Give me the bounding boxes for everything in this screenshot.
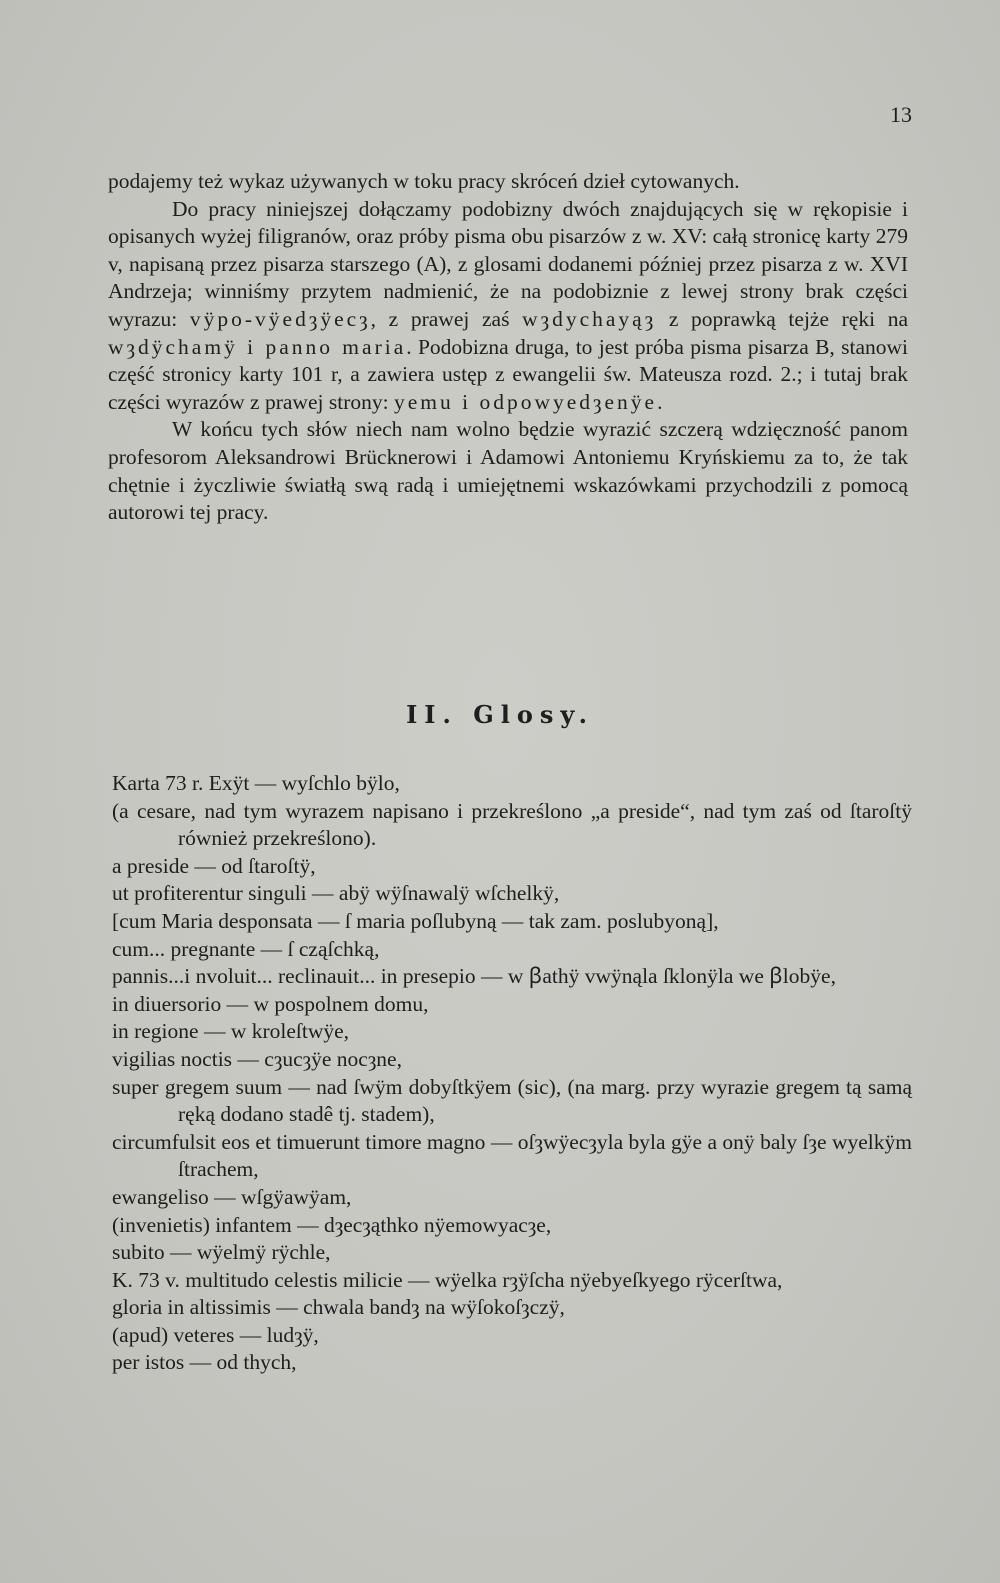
gloss-entry: pannis...i nvoluit... reclinauit... in presepio — w ꞵathÿ vwÿnąla ſklonÿla we ꞵlobÿe,	[112, 964, 836, 989]
paragraph-2	[108, 196, 908, 417]
quoted-word-4: yemu i odpowyedȝenÿe.	[393, 389, 666, 414]
paragraph-2-part-a: Do pracy niniejszej dołączamy podobizny dwóch znajdujących się w rękopisie i opisanych wyżej filigranów, oraz próby pisma obu pisarzów z w. XV: całą stronicę karty 279 v, napisaną przez pisarza starszego (A), z glosami dodanemi później przez pisarza z w. XVI Andrzeja; winniśmy przytem nadmienić, że na podobiznie z lewej strony brak części wyrazu:	[108, 196, 908, 331]
gloss-entry: (a cesare, nad tym wyrazem napisano i przekreślono „a preside“, nad tym zaś od ſtaroſtÿ również przekreślono).	[112, 798, 912, 851]
intro-text	[108, 168, 908, 527]
quoted-word-1: vÿpo-vÿedȝÿecȝ	[189, 306, 371, 331]
section-title: II. Glosy.	[406, 700, 594, 729]
quoted-word-3: wȝdÿchamÿ i panno maria	[108, 334, 407, 359]
paragraph-2-part-g: . Podobizna druga, to jest próba pisma pisarza B, stanowi część stronicy karty 101 r, a zawiera ustęp z ewangelii św. Mateusza rozd. 2.; i tutaj brak części wyrazów z prawej strony:	[108, 334, 908, 414]
quoted-word-2: wȝdychayąȝ	[522, 306, 657, 331]
gloss-entry: circumfulsit eos et timuerunt timore magno — oſȝwÿecȝyla byla gÿe a onÿ baly ſȝe wyelkÿm ſtrachem,	[112, 1129, 912, 1182]
gloss-entry: ewangeliso — wſgÿawÿam,	[112, 1184, 352, 1209]
gloss-entry: per istos — od thych,	[112, 1350, 297, 1375]
gloss-entry: gloria in altissimis — chwala bandȝ na wÿſokoſȝczÿ,	[112, 1295, 565, 1320]
paragraph-3: W końcu tych słów niech nam wolno będzie wyrazić szczerą wdzięczność panom profesorom Aleksandrowi Brücknerowi i Adamowi Antoniemu Kryńskiemu za to, że tak chętnie i życzliwie światłą swą radą i umiejętnemi wskazówkami przychodzili z pomocą autorowi tej pracy.	[108, 417, 908, 525]
gloss-entry: cum... pregnante — ſ cząſchką,	[112, 936, 380, 961]
gloss-entry: K. 73 v. multitudo celestis milicie — wÿelka rȝÿſcha nÿebyeſkyego rÿcerſtwa,	[112, 1267, 783, 1292]
gloss-entry: (invenietis) infantem — dȝecȝąthko nÿemowyacȝe,	[112, 1212, 552, 1237]
gloss-entry: in regione — w kroleſtwÿe,	[112, 1019, 350, 1044]
gloss-entry: ut profiterentur singuli — abÿ wÿſnawalÿ wſchelkÿ,	[112, 881, 560, 906]
gloss-entry: [cum Maria desponsata — ſ maria poſlubyną — tak zam. poslubyoną],	[112, 908, 719, 933]
paragraph-1: podajemy też wykaz używanych w toku pracy skróceń dzieł cytowanych.	[108, 169, 740, 193]
gloss-entry: a preside — od ſtaroſtÿ,	[112, 853, 316, 878]
gloss-entry: subito — wÿelmÿ rÿchle,	[112, 1240, 331, 1265]
gloss-entry: super gregem suum — nad ſwÿm dobyſtkÿem (sic), (na marg. przy wyrazie gregem tą samą ręką dodano stadê tj. stadem),	[112, 1074, 912, 1127]
gloss-entry: vigilias noctis — cȝucȝÿe nocȝne,	[112, 1046, 402, 1071]
gloss-entry: (apud) veteres — ludȝÿ,	[112, 1322, 319, 1347]
gloss-entry: in diuersorio — w pospolnem domu,	[112, 991, 429, 1016]
paragraph-2-part-e: z poprawką tejże ręki na	[656, 306, 908, 331]
gloss-list	[112, 770, 912, 1377]
paragraph-2-part-c: , z prawej zaś	[370, 306, 523, 331]
gloss-entry: Karta 73 r. Exÿt — wyſchlo bÿlo,	[112, 771, 400, 795]
page-number: 13	[890, 102, 912, 127]
